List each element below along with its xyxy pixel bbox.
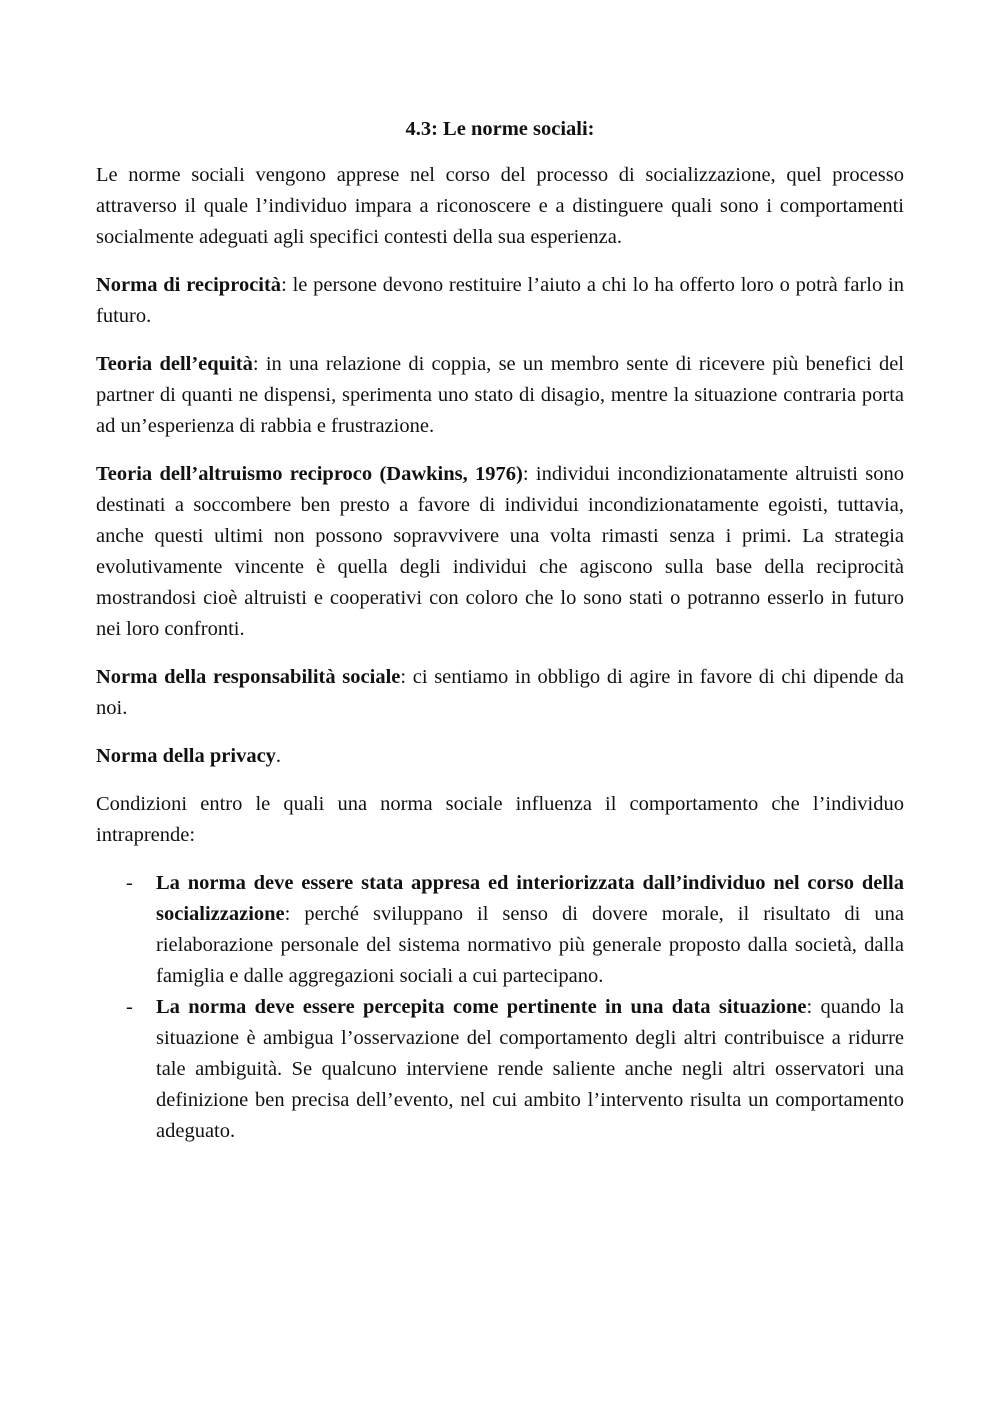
definition-social-responsibility: [96, 662, 904, 724]
list-item: [96, 868, 904, 992]
definition-text: : in una relazione di coppia, se un membro sente di ricevere più benefici del partner di quanti ne dispensi, sperimenta uno stato di disagio, mentre la situazione contraria porta ad un’esperienza di rabbia e frustrazione.: [96, 353, 904, 437]
condition-text: : quando la situazione è ambigua l’osservazione del comportamento degli altri contribuisce a ridurre tale ambiguità. Se qualcuno interviene rende saliente anche negli altri osservatori una definizione ben precisa dell’evento, nel cui ambito l’intervento risulta un comportamento adeguato.: [156, 996, 904, 1142]
section-title: 4.3: Le norme sociali:: [405, 118, 595, 140]
definition-text: .: [275, 745, 282, 767]
condition-text: : perché sviluppano il senso di dovere morale, il risultato di una rielaborazione personale del sistema normativo più generale proposto dalla società, dalla famiglia e dalle aggregazioni sociali a cui partecipano.: [156, 903, 904, 987]
definition-reciprocity: [96, 270, 904, 332]
definition-equity: [96, 349, 904, 442]
definition-term: Norma della privacy: [96, 745, 276, 767]
definition-reciprocal-altruism: [96, 459, 904, 645]
definition-text: : le persone devono restituire l’aiuto a chi lo ha offerto loro o potrà farlo in futuro.: [96, 274, 904, 327]
condition-term: La norma deve essere percepita come pertinente in una data situazione: [156, 996, 807, 1018]
definition-term: Teoria dell’altruismo reciproco (Dawkins, 1976): [96, 463, 523, 485]
definition-text: : individui incondizionatamente altruisti sono destinati a soccombere ben presto a favore di individui incondizionatamente egoisti, tuttavia, anche questi ultimi non possono sopravvivere una volta rimasti senza i primi. La strategia evolutivamente vincente è quella degli individui che agiscono sulla base della reciprocità mostrandosi cioè altruisti e cooperativi con coloro che lo sono stati o potranno esserlo in futuro nei loro confronti.: [96, 463, 904, 640]
list-item: [96, 992, 904, 1147]
definition-text: : ci sentiamo in obbligo di agire in favore di chi dipende da noi.: [96, 666, 904, 719]
condition-term: La norma deve essere stata appresa ed interiorizzata dall’individuo nel corso della socializzazione: [156, 872, 904, 925]
definition-term: Norma della responsabilità sociale: [96, 666, 401, 688]
document-page: [96, 114, 904, 1147]
conditions-intro: Condizioni entro le quali una norma sociale influenza il comportamento che l’individuo intraprende:: [96, 793, 904, 846]
definition-privacy: [96, 741, 904, 772]
definition-term: Teoria dell’equità: [96, 353, 253, 375]
conditions-list: [96, 868, 904, 1147]
list-bullet: -: [126, 996, 133, 1018]
definition-term: Norma di reciprocità: [96, 274, 282, 296]
intro-paragraph: Le norme sociali vengono apprese nel corso del processo di socializzazione, quel processo attraverso il quale l’individuo impara a riconoscere e a distinguere quali sono i comportamenti socialmente adeguati agli specifici contesti della sua esperienza.: [96, 164, 904, 248]
list-bullet: -: [126, 872, 133, 894]
